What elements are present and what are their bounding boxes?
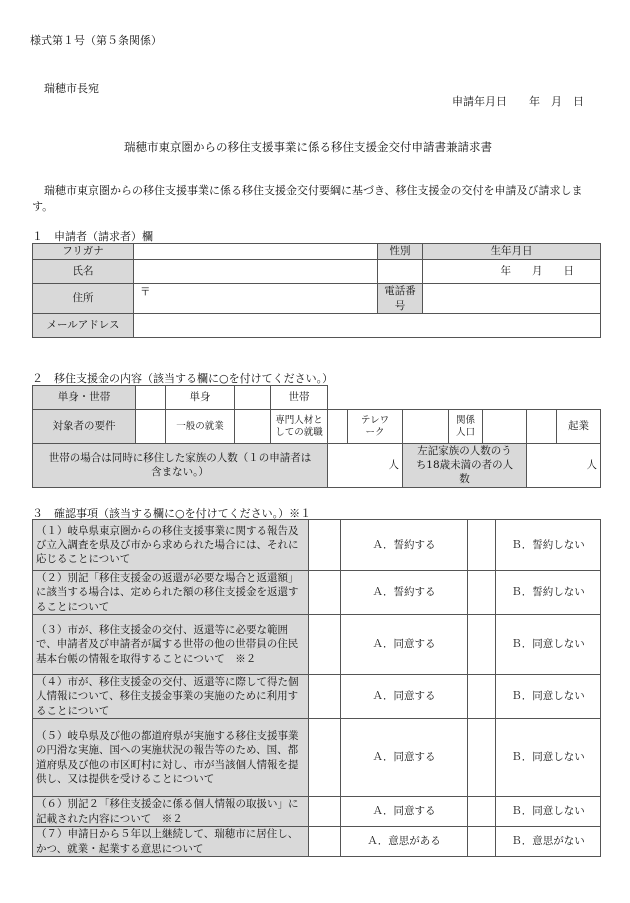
option-a-label: Ａ．同意する <box>341 615 468 675</box>
confirmation-item-text: （３）市が、移住支援金の交付、返還等に必要な範囲で、申請者及び申請者が属する世帯の他の世帯員の住民基本台帳の情報を取得することについて ※２ <box>33 615 309 675</box>
option-a-label: Ａ．意思がある <box>341 827 468 857</box>
under18-field[interactable]: 人 <box>527 444 601 488</box>
startup-label: 起業 <box>557 410 601 444</box>
telework-check[interactable] <box>328 410 348 444</box>
application-date[interactable]: 申請年月日 年 月 日 <box>452 95 584 108</box>
birthdate-field[interactable]: 年 月 日 <box>423 260 601 284</box>
under18-label: 左記家族の人数のうち18歳未満の者の人数 <box>403 444 527 488</box>
option-b-label: Ｂ．同意しない <box>496 797 601 827</box>
option-a-label: Ａ．同意する <box>341 797 468 827</box>
related-check[interactable] <box>403 410 449 444</box>
option-b-label: Ｂ．意思がない <box>496 827 601 857</box>
confirmation-item-text: （６）別記２「移住支援金に係る個人情報の取扱い」に記載された内容について ※２ <box>33 797 309 827</box>
blank-area <box>328 386 601 410</box>
option-a-label: Ａ．誓約する <box>341 520 468 571</box>
form-number: 様式第１号（第５条関係） <box>30 34 162 47</box>
household-label: 世帯 <box>271 386 328 410</box>
option-b-label: Ｂ．同意しない <box>496 719 601 797</box>
option-a-check[interactable] <box>309 615 341 675</box>
option-b-check[interactable] <box>468 615 496 675</box>
option-b-check[interactable] <box>468 827 496 857</box>
phone-label: 電話番号 <box>378 284 423 314</box>
section1-heading: １ 申請者（請求者）欄 <box>32 230 153 243</box>
option-a-check[interactable] <box>309 719 341 797</box>
section3-heading: ３ 確認事項（該当する欄に○を付けてください。）※１ <box>32 507 312 520</box>
household-check[interactable] <box>235 386 271 410</box>
gender-label: 性別 <box>378 244 423 260</box>
email-label: メールアドレス <box>33 314 134 338</box>
address-field[interactable]: 〒 <box>134 284 378 314</box>
confirmation-item-text: （４）市が、移住支援金の交付、返還等に際して得た個人情報について、移住支援金事業の実施のために利用することについて <box>33 675 309 719</box>
option-a-label: Ａ．同意する <box>341 719 468 797</box>
specialist-check[interactable] <box>235 410 271 444</box>
confirmation-row <box>33 571 601 615</box>
addressee: 瑞穂市長宛 <box>44 82 99 95</box>
specialist-label: 専門人材としての就職 <box>271 410 328 444</box>
option-b-label: Ｂ．同意しない <box>496 615 601 675</box>
single-label: 単身 <box>166 386 235 410</box>
section2-heading: ２ 移住支援金の内容（該当する欄に○を付けてください。） <box>32 372 334 385</box>
page-title: 瑞穂市東京圏からの移住支援事業に係る移住支援金交付申請書兼請求書 <box>124 140 492 154</box>
furigana-label: フリガナ <box>33 244 134 260</box>
startup-check[interactable] <box>527 410 557 444</box>
family-count-field[interactable]: 人 <box>328 444 403 488</box>
option-b-check[interactable] <box>468 571 496 615</box>
option-b-check[interactable] <box>468 797 496 827</box>
option-a-check[interactable] <box>309 675 341 719</box>
option-b-check[interactable] <box>468 719 496 797</box>
confirmation-item-text: （２）別記「移住支援金の返還が必要な場合と返還額」に該当する場合は、定められた額の移住支援金を返還することについて <box>33 571 309 615</box>
option-b-check[interactable] <box>468 520 496 571</box>
option-a-check[interactable] <box>309 827 341 857</box>
family-count-label: 世帯の場合は同時に移住した家族の人数（１の申請者は含まない。） <box>33 444 328 488</box>
birthdate-label: 生年月日 <box>423 244 601 260</box>
option-a-label: Ａ．誓約する <box>341 571 468 615</box>
option-b-label: Ｂ．誓約しない <box>496 571 601 615</box>
confirmation-row <box>33 520 601 571</box>
option-a-check[interactable] <box>309 797 341 827</box>
option-b-label: Ｂ．同意しない <box>496 675 601 719</box>
support-table <box>32 385 601 488</box>
confirmation-row <box>33 797 601 827</box>
applicant-table <box>32 243 601 338</box>
phone-field[interactable] <box>423 284 601 314</box>
requirements-label: 対象者の要件 <box>33 410 136 444</box>
intro-text: 瑞穂市東京圏からの移住支援事業に係る移住支援金交付要綱に基づき、移住支援金の交付を申請及び請求します。 <box>32 184 583 213</box>
general-employment-label: 一般の就業 <box>166 410 235 444</box>
startup-check-pad[interactable] <box>483 410 527 444</box>
telework-label: テレワーク <box>348 410 403 444</box>
email-field[interactable] <box>134 314 601 338</box>
option-a-check[interactable] <box>309 571 341 615</box>
confirmation-row <box>33 719 601 797</box>
option-a-check[interactable] <box>309 520 341 571</box>
address-label: 住所 <box>33 284 134 314</box>
confirmation-row <box>33 615 601 675</box>
general-check[interactable] <box>136 410 166 444</box>
name-field[interactable] <box>134 260 378 284</box>
option-b-check[interactable] <box>468 675 496 719</box>
name-label: 氏名 <box>33 260 134 284</box>
confirmation-item-text: （５）岐阜県及び他の都道府県が実施する移住支援事業の円滑な実施、国への実施状況の報告等のため、国、都道府県及び他の市区町村に対し、市が当該個人情報を提供し、又は提供を受けることについて <box>33 719 309 797</box>
confirmation-row <box>33 827 601 857</box>
confirmation-item-text: （７）申請日から５年以上継続して、瑞穂市に居住し、かつ、就業・起業する意思について <box>33 827 309 857</box>
furigana-field[interactable] <box>134 244 378 260</box>
related-population-label: 関係人口 <box>449 410 483 444</box>
option-b-label: Ｂ．誓約しない <box>496 520 601 571</box>
confirmation-row <box>33 675 601 719</box>
single-check[interactable] <box>136 386 166 410</box>
confirmation-table <box>32 519 601 857</box>
confirmation-item-text: （１）岐阜県東京圏からの移住支援事業に関する報告及び立入調査を県及び市から求められた場合には、それに応じることについて <box>33 520 309 571</box>
option-a-label: Ａ．同意する <box>341 675 468 719</box>
single-household-label: 単身・世帯 <box>33 386 136 410</box>
gender-field[interactable] <box>378 260 423 284</box>
